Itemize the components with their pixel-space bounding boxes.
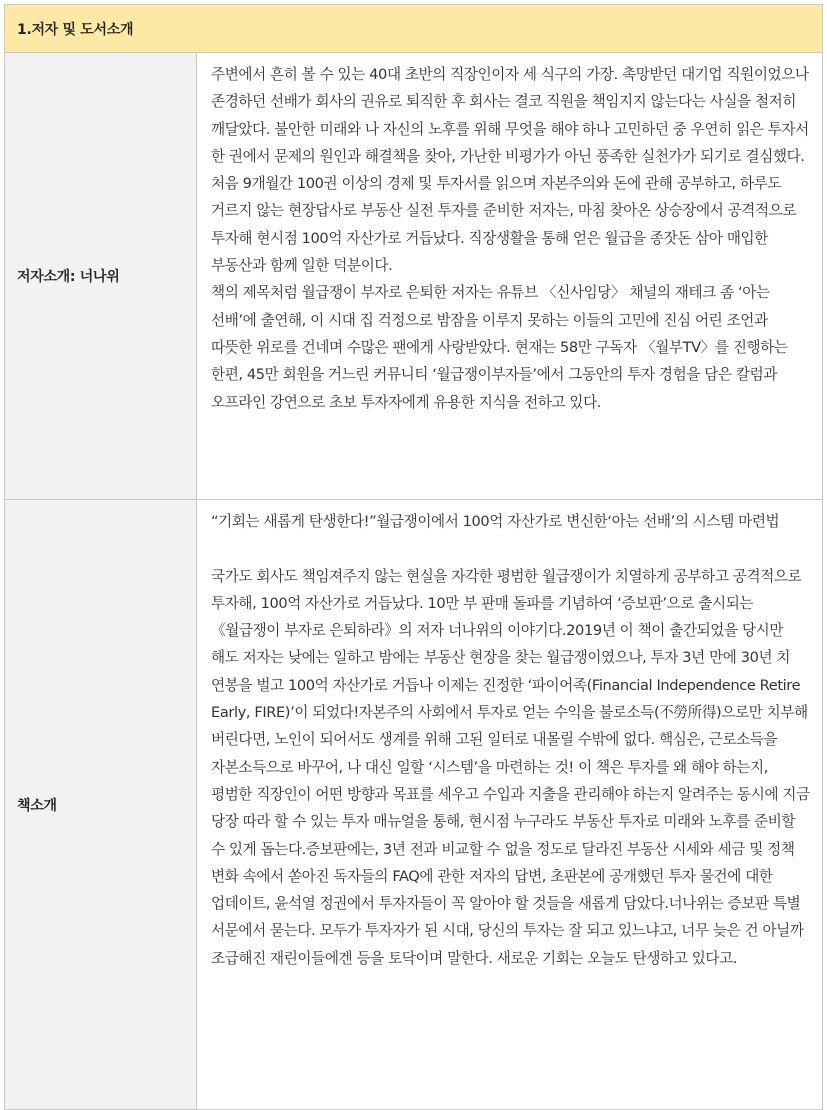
book-tagline: “기회는 새롭게 탄생한다!”월급쟁이에서 100억 자산가로 변신한‘아는 선배’의 시스템 마련법 [211,513,780,530]
book-label-cell [5,500,197,1109]
section-title: 1.저자 및 도서소개 [17,21,134,38]
author-label: 저자소개: 너나위 [17,269,120,285]
book-info-table [4,4,823,1110]
book-label: 책소개 [17,797,57,814]
book-description: 국가도 회사도 책임져주지 않는 현실을 자각한 평범한 월급쟁이가 치열하게 공부하고 공격적으로 투자해, 100억 자산가로 거듭났다. 10만 부 판매 돌파를 기념하여 ‘증보판’으로 출시되는 《월급쟁이 부자로 은퇴하라》의 저자 너나위의 이야기다.2019년 이 책이 출간되었을 당시만 해도 저자는 낮에는 일하고 밤에는 부동산 현장을 찾는 월급쟁이였으나, 투자 3년 만에 30년 치 연봉을 벌고 100억 자산가로 거듭나 이제는 진정한 ‘파이어족(Financial Independence Retire Early, FIRE)’이 되었다!자본주의 사회에서 투자로 얻는 수익을 불로소득(不勞所得)으로만 치부해 버린다면, 노인이 되어서도 생계를 위해 고된 일터로 내몰릴 수밖에 없다. 핵심은, 근로소득을 자본소득으로 바꾸어, 나 대신 일할 ‘시스템’을 마련하는 것! 이 책은 투자를 왜 해야 하는지, 평범한 직장인이 어떤 방향과 목표를 세우고 수입과 지출을 관리해야 하는지 알려주는 동시에 지금 당장 따라 할 수 있는 투자 매뉴얼을 통해, 현시점 누구라도 부동산 투자로 미래와 노후를 준비할 수 있게 돕는다.증보판에는, 3년 전과 비교할 수 없을 정도로 달라진 부동산 시세와 세금 및 정책 변화 속에서 쏟아진 독자들의 FAQ에 관한 저자의 답변, 초판본에 공개했던 투자 물건에 대한 업데이트, 윤석열 정권에서 투자자들이 꼭 알아야 할 것들을 새롭게 담았다.너나위는 증보판 특별 서문에서 묻는다. 모두가 투자자가 된 시대, 당신의 투자는 잘 되고 있느냐고, 너무 늦은 건 아닐까 조급해진 재린이들에겐 등을 토닥이며 말한다. 새로운 기회는 오늘도 탄생하고 있다고. [211,567,810,967]
author-paragraph-1: 주변에서 흔히 볼 수 있는 40대 초반의 직장인이자 세 식구의 가장. 촉망받던 대기업 직원이었으나 존경하던 선배가 회사의 권유로 퇴직한 후 회사는 결코 직원을 책임지지 않는다는 사실을 철저히 깨달았다. 불안한 미래와 나 자신의 노후를 위해 무엇을 해야 하나 고민하던 중 우연히 읽은 투자서 한 권에서 문제의 원인과 해결책을 찾아, 가난한 비평가가 아닌 풍족한 실천가가 되기로 결심했다. 처음 9개월간 100권 이상의 경제 및 투자서를 읽으며 자본주의와 돈에 관해 공부하고, 하루도 거르지 않는 현장답사로 부동산 실전 투자를 준비한 저자는, 마침 찾아온 상승장에서 공격적으로 투자해 현시점 100억 자산가로 거듭났다. 직장생활을 통해 얻은 월급을 종잣돈 삼아 매입한 부동산과 함께 일한 덕분이다. [211,66,809,275]
author-content-cell [197,53,822,499]
section-header [5,5,822,53]
book-content-cell [197,500,822,1109]
author-row [5,53,822,500]
author-paragraph-2: 책의 제목처럼 월급쟁이 부자로 은퇴한 저자는 유튜브 〈신사임당〉 채널의 재테크 좀 ‘아는 선배’에 출연해, 이 시대 집 걱정으로 밤잠을 이루지 못하는 이들의 고민에 진심 어린 조언과 따뜻한 위로를 건네며 수많은 팬에게 사랑받았다. 현재는 58만 구독자 〈월부TV〉를 진행하는 한편, 45만 회원을 거느린 커뮤니티 ‘월급쟁이부자들’에서 그동안의 투자 경험을 담은 칼럼과 오프라인 강연으로 초보 투자자에게 유용한 지식을 전하고 있다. [211,284,788,411]
author-label-cell [5,53,197,499]
book-row [5,500,822,1109]
